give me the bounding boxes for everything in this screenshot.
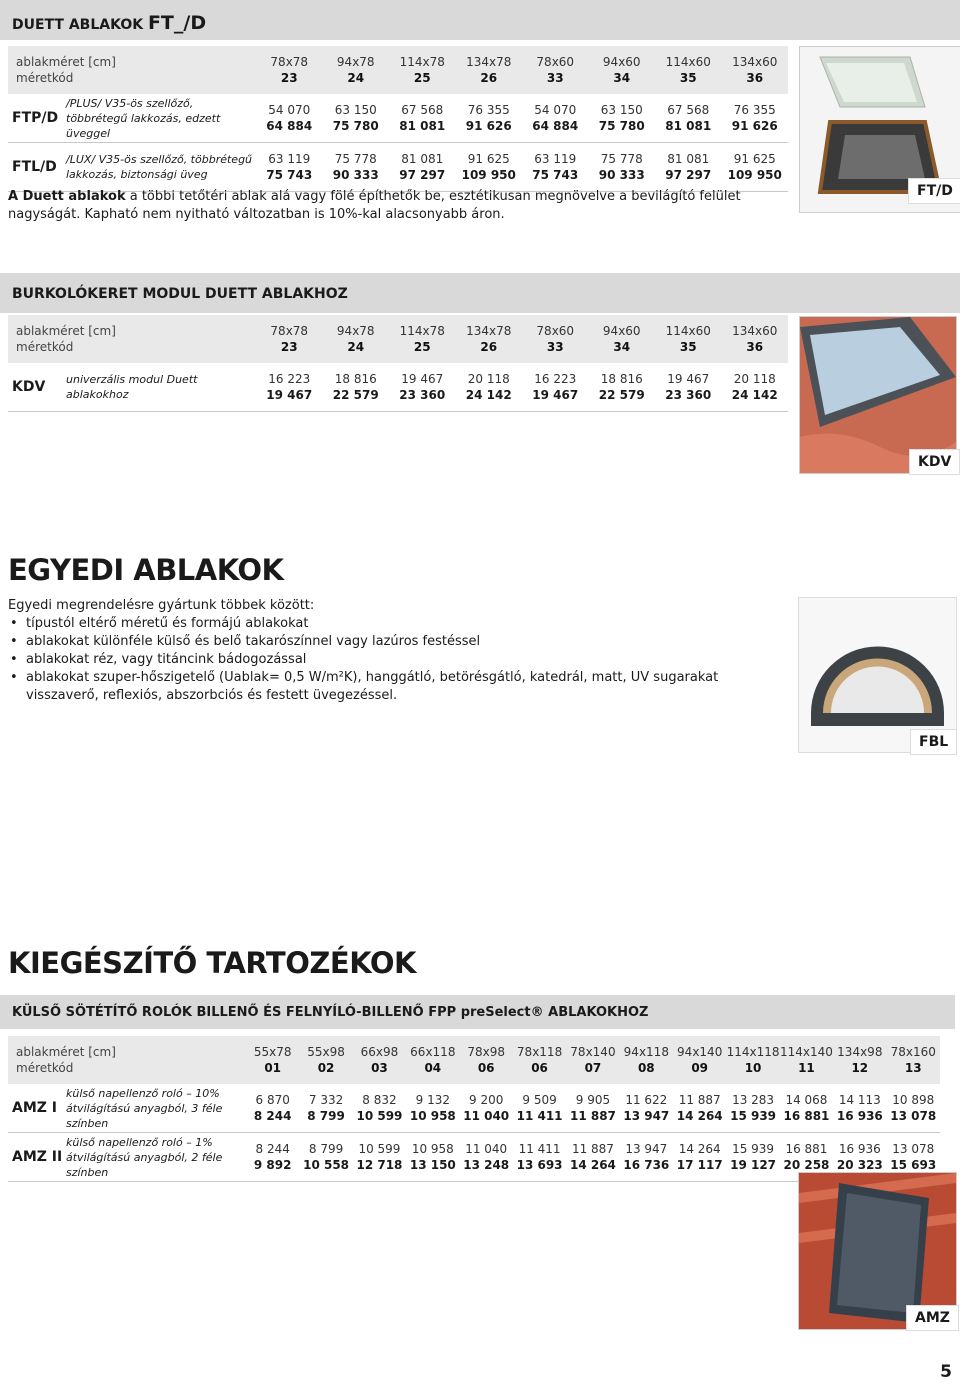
section-band-duett bbox=[0, 0, 960, 40]
price-bottom: 81 081 bbox=[399, 119, 446, 133]
price-bottom: 90 333 bbox=[598, 168, 645, 182]
band-title-a: KÜLSŐ SÖTÉTÍTŐ ROLÓK BILLENŐ ÉS FELNYÍLÓ-BILLENŐ FPP bbox=[12, 1005, 461, 1020]
price-top: 91 625 bbox=[733, 152, 776, 166]
code-value: 26 bbox=[480, 340, 498, 354]
price-bottom: 22 579 bbox=[598, 388, 645, 402]
price-cell bbox=[522, 94, 589, 143]
price-top: 11 887 bbox=[678, 1093, 721, 1107]
price-bottom: 109 950 bbox=[727, 168, 782, 182]
price-top: 6 870 bbox=[255, 1093, 290, 1107]
code-value: 25 bbox=[413, 340, 431, 354]
section-band-kdv bbox=[0, 273, 960, 313]
header-cell bbox=[655, 46, 722, 94]
price-table-kdv bbox=[8, 315, 788, 412]
price-bottom: 15 693 bbox=[890, 1158, 937, 1172]
size-value: 94x78 bbox=[336, 324, 375, 338]
price-bottom: 13 078 bbox=[890, 1109, 937, 1123]
price-bottom: 20 258 bbox=[783, 1158, 830, 1172]
code-value: 09 bbox=[691, 1061, 709, 1075]
title-prefix: DUETT ABLAKOK bbox=[12, 17, 148, 33]
price-bottom: 11 411 bbox=[516, 1109, 563, 1123]
price-top: 18 816 bbox=[334, 372, 377, 386]
price-top: 8 244 bbox=[255, 1142, 290, 1156]
price-cell bbox=[655, 94, 722, 143]
price-cell bbox=[256, 363, 323, 412]
price-top: 16 223 bbox=[534, 372, 577, 386]
code-value: 26 bbox=[480, 71, 498, 85]
price-top: 9 200 bbox=[469, 1093, 504, 1107]
price-bottom: 20 323 bbox=[836, 1158, 883, 1172]
price-cell bbox=[522, 363, 589, 412]
price-cell bbox=[323, 363, 390, 412]
price-bottom: 75 743 bbox=[532, 168, 579, 182]
price-cell bbox=[566, 1133, 619, 1182]
code-value: 34 bbox=[613, 71, 631, 85]
price-cell bbox=[726, 1084, 779, 1133]
price-cell bbox=[513, 1084, 566, 1133]
size-value: 66x98 bbox=[360, 1045, 399, 1059]
price-bottom: 14 264 bbox=[569, 1158, 616, 1172]
size-label: ablakméret [cm] bbox=[16, 1045, 116, 1059]
code-value: 24 bbox=[347, 340, 365, 354]
price-bottom: 16 736 bbox=[623, 1158, 670, 1172]
price-cell bbox=[460, 1133, 513, 1182]
size-value: 78x140 bbox=[570, 1045, 616, 1059]
header-cell bbox=[460, 1036, 513, 1084]
code-value: 08 bbox=[637, 1061, 655, 1075]
size-value: 78x160 bbox=[890, 1045, 936, 1059]
price-top: 16 936 bbox=[838, 1142, 881, 1156]
header-cell bbox=[589, 315, 656, 363]
price-top: 20 118 bbox=[733, 372, 776, 386]
product-description: /PLUS/ V35-ös szellőző, többrétegű lakkozás, edzett üveggel bbox=[66, 94, 256, 143]
page-number: 5 bbox=[940, 1362, 952, 1382]
price-bottom: 24 142 bbox=[731, 388, 778, 402]
price-bottom: 64 884 bbox=[532, 119, 579, 133]
size-label: ablakméret [cm] bbox=[16, 55, 116, 69]
code-value: 36 bbox=[746, 340, 764, 354]
price-cell bbox=[353, 1133, 406, 1182]
code-value: 02 bbox=[317, 1061, 335, 1075]
code-value: 11 bbox=[798, 1061, 815, 1075]
price-top: 63 119 bbox=[534, 152, 577, 166]
egyedi-heading: EGYEDI ABLAKOK bbox=[8, 553, 284, 587]
size-value: 134x60 bbox=[732, 324, 778, 338]
size-label: ablakméret [cm] bbox=[16, 324, 116, 338]
price-cell bbox=[353, 1084, 406, 1133]
price-bottom: 24 142 bbox=[465, 388, 512, 402]
list-item: • ablakokat réz, vagy titáncink bádogozással bbox=[8, 651, 768, 669]
price-top: 19 467 bbox=[667, 372, 710, 386]
header-cell bbox=[722, 315, 789, 363]
header-cell bbox=[620, 1036, 673, 1084]
size-value: 114x60 bbox=[665, 324, 711, 338]
price-top: 9 509 bbox=[522, 1093, 557, 1107]
table-header-row bbox=[8, 1036, 940, 1084]
price-top: 54 070 bbox=[268, 103, 311, 117]
size-value: 134x78 bbox=[466, 55, 512, 69]
description-text: a többi tetőtéri ablak alá vagy fölé építhetők be, esztétikusan megnövelve a bevilágító felület nagyságát. Kapható nem nyitható változatban is 10%-kal alacsonyabb áron. bbox=[8, 189, 741, 222]
price-bottom: 10 599 bbox=[356, 1109, 403, 1123]
price-cell bbox=[389, 94, 456, 143]
price-cell bbox=[726, 1133, 779, 1182]
price-top: 10 898 bbox=[892, 1093, 935, 1107]
price-cell bbox=[323, 94, 390, 143]
price-top: 67 568 bbox=[401, 103, 444, 117]
header-cell bbox=[655, 315, 722, 363]
price-bottom: 15 939 bbox=[730, 1109, 777, 1123]
table-header-row bbox=[8, 315, 788, 363]
price-cell bbox=[833, 1084, 886, 1133]
egyedi-bullet-list bbox=[8, 615, 768, 705]
price-bottom: 10 558 bbox=[303, 1158, 350, 1172]
price-bottom: 64 884 bbox=[266, 119, 313, 133]
price-top: 18 816 bbox=[600, 372, 643, 386]
section-title: BURKOLÓKERET MODUL DUETT ABLAKHOZ bbox=[12, 286, 348, 302]
title-code: FT_/D bbox=[147, 12, 207, 34]
size-value: 78x98 bbox=[467, 1045, 505, 1059]
price-top: 10 599 bbox=[358, 1142, 401, 1156]
code-label: méretkód bbox=[16, 1061, 74, 1075]
header-cell bbox=[722, 46, 789, 94]
size-value: 78x78 bbox=[270, 324, 309, 338]
list-item: • ablakokat szuper-hőszigetelő (Uablak= 0,5 W/m²K), hanggátló, betörésgátló, katedrál, matt, UV sugarakat visszaverő, reflexiós, abszorbciós és festett üvegezéssel. bbox=[8, 669, 768, 705]
price-top: 10 958 bbox=[411, 1142, 454, 1156]
price-bottom: 109 950 bbox=[461, 168, 516, 182]
header-cell bbox=[456, 315, 523, 363]
header-cell bbox=[673, 1036, 726, 1084]
header-cell bbox=[522, 315, 589, 363]
price-top: 11 411 bbox=[518, 1142, 561, 1156]
price-top: 11 887 bbox=[571, 1142, 614, 1156]
price-cell bbox=[673, 1084, 726, 1133]
price-top: 63 119 bbox=[268, 152, 311, 166]
size-value: 78x60 bbox=[536, 324, 575, 338]
price-cell bbox=[722, 143, 789, 192]
price-cell bbox=[655, 143, 722, 192]
code-value: 13 bbox=[904, 1061, 922, 1075]
price-cell bbox=[589, 143, 656, 192]
image-tag-kdv: KDV bbox=[909, 449, 960, 475]
code-value: 07 bbox=[584, 1061, 602, 1075]
price-top: 20 118 bbox=[467, 372, 510, 386]
header-label bbox=[8, 1036, 246, 1084]
code-value: 06 bbox=[531, 1061, 548, 1075]
price-bottom: 8 244 bbox=[253, 1109, 292, 1123]
price-cell bbox=[246, 1084, 299, 1133]
price-bottom: 11 040 bbox=[463, 1109, 510, 1123]
product-code: AMZ II bbox=[8, 1133, 66, 1182]
size-value: 114x78 bbox=[399, 324, 445, 338]
price-bottom: 81 081 bbox=[665, 119, 712, 133]
price-bottom: 75 780 bbox=[332, 119, 379, 133]
price-top: 16 881 bbox=[785, 1142, 828, 1156]
price-bottom: 11 887 bbox=[569, 1109, 616, 1123]
image-tag-amz: AMZ bbox=[906, 1305, 959, 1331]
price-top: 81 081 bbox=[401, 152, 444, 166]
price-top: 8 832 bbox=[362, 1093, 397, 1107]
price-bottom: 75 743 bbox=[266, 168, 313, 182]
size-value: 134x98 bbox=[837, 1045, 883, 1059]
header-cell bbox=[323, 315, 390, 363]
price-cell bbox=[456, 143, 523, 192]
price-cell bbox=[566, 1084, 619, 1133]
price-cell bbox=[780, 1084, 833, 1133]
price-bottom: 8 799 bbox=[307, 1109, 345, 1123]
price-cell bbox=[460, 1084, 513, 1133]
band-title-c: ® ABLAKOKHOZ bbox=[530, 1005, 649, 1020]
size-value: 66x118 bbox=[410, 1045, 456, 1059]
size-value: 134x60 bbox=[732, 55, 778, 69]
code-value: 34 bbox=[613, 340, 631, 354]
header-label bbox=[8, 46, 256, 94]
price-top: 14 068 bbox=[785, 1093, 828, 1107]
image-tag-ftd: FT/D bbox=[908, 178, 960, 204]
kiegeszito-heading: KIEGÉSZÍTŐ TARTOZÉKOK bbox=[8, 946, 416, 980]
size-value: 94x140 bbox=[677, 1045, 723, 1059]
header-cell bbox=[323, 46, 390, 94]
price-bottom: 19 467 bbox=[532, 388, 579, 402]
code-value: 04 bbox=[424, 1061, 442, 1075]
code-value: 03 bbox=[371, 1061, 388, 1075]
header-cell bbox=[513, 1036, 566, 1084]
price-bottom: 22 579 bbox=[332, 388, 379, 402]
header-cell bbox=[589, 46, 656, 94]
price-bottom: 97 297 bbox=[665, 168, 712, 182]
header-cell bbox=[780, 1036, 833, 1084]
size-value: 94x60 bbox=[602, 324, 641, 338]
price-top: 91 625 bbox=[467, 152, 510, 166]
size-value: 134x78 bbox=[466, 324, 512, 338]
size-value: 94x118 bbox=[623, 1045, 669, 1059]
list-item: • ablakokat különféle külső és belő takarószínnel vagy lazúros festéssel bbox=[8, 633, 768, 651]
price-bottom: 16 936 bbox=[836, 1109, 883, 1123]
code-value: 01 bbox=[264, 1061, 282, 1075]
product-description: külső napellenző roló – 10% átvilágítású anyagból, 3 féle színben bbox=[66, 1084, 246, 1133]
price-bottom: 91 626 bbox=[465, 119, 512, 133]
header-cell bbox=[256, 46, 323, 94]
size-value: 78x78 bbox=[270, 55, 309, 69]
list-item: • típustól eltérő méretű és formájú ablakokat bbox=[8, 615, 768, 633]
price-cell bbox=[323, 143, 390, 192]
price-top: 9 132 bbox=[415, 1093, 450, 1107]
price-cell bbox=[389, 363, 456, 412]
price-top: 14 264 bbox=[678, 1142, 721, 1156]
price-bottom: 13 248 bbox=[463, 1158, 510, 1172]
price-cell bbox=[513, 1133, 566, 1182]
code-value: 10 bbox=[744, 1061, 762, 1075]
price-cell bbox=[722, 363, 789, 412]
product-description: /LUX/ V35-ös szellőző, többrétegű lakkozás, biztonsági üveg bbox=[66, 143, 256, 192]
code-value: 35 bbox=[679, 340, 697, 354]
table-row bbox=[8, 94, 788, 143]
code-label: méretkód bbox=[16, 340, 74, 354]
price-cell bbox=[299, 1133, 352, 1182]
size-value: 114x78 bbox=[399, 55, 445, 69]
price-top: 9 905 bbox=[575, 1093, 611, 1107]
price-cell bbox=[673, 1133, 726, 1182]
table-row bbox=[8, 363, 788, 412]
code-value: 24 bbox=[347, 71, 365, 85]
price-bottom: 75 780 bbox=[598, 119, 645, 133]
size-value: 78x60 bbox=[536, 55, 575, 69]
price-bottom: 17 117 bbox=[676, 1158, 723, 1172]
price-cell bbox=[589, 94, 656, 143]
size-value: 114x60 bbox=[665, 55, 711, 69]
price-cell bbox=[406, 1133, 459, 1182]
price-cell bbox=[722, 94, 789, 143]
code-value: 23 bbox=[280, 340, 298, 354]
price-bottom: 19 127 bbox=[730, 1158, 777, 1172]
header-cell bbox=[726, 1036, 779, 1084]
price-table-amz bbox=[8, 1036, 940, 1182]
price-top: 11 040 bbox=[465, 1142, 508, 1156]
product-code: FTP/D bbox=[8, 94, 66, 143]
price-bottom: 13 947 bbox=[623, 1109, 670, 1123]
image-tag-fbl: FBL bbox=[910, 729, 957, 755]
product-description: univerzális modul Duett ablakokhoz bbox=[66, 363, 256, 412]
price-bottom: 14 264 bbox=[676, 1109, 723, 1123]
header-cell bbox=[456, 46, 523, 94]
price-bottom: 23 360 bbox=[665, 388, 712, 402]
price-cell bbox=[256, 143, 323, 192]
price-top: 67 568 bbox=[667, 103, 710, 117]
header-cell bbox=[389, 46, 456, 94]
price-top: 63 150 bbox=[600, 103, 643, 117]
header-cell bbox=[406, 1036, 459, 1084]
code-value: 12 bbox=[851, 1061, 869, 1075]
product-code: FTL/D bbox=[8, 143, 66, 192]
price-bottom: 91 626 bbox=[731, 119, 778, 133]
section-band-amz bbox=[0, 995, 955, 1029]
size-value: 55x98 bbox=[307, 1045, 345, 1059]
size-value: 94x78 bbox=[336, 55, 375, 69]
egyedi-intro: Egyedi megrendelésre gyártunk többek között: bbox=[8, 598, 315, 613]
size-value: 114x118 bbox=[726, 1045, 780, 1059]
code-value: 06 bbox=[477, 1061, 495, 1075]
header-cell bbox=[299, 1036, 352, 1084]
table-header-row bbox=[8, 46, 788, 94]
price-bottom: 13 150 bbox=[409, 1158, 456, 1172]
price-cell bbox=[456, 363, 523, 412]
price-cell bbox=[406, 1084, 459, 1133]
price-bottom: 13 693 bbox=[516, 1158, 563, 1172]
header-cell bbox=[566, 1036, 619, 1084]
header-cell bbox=[833, 1036, 886, 1084]
price-bottom: 19 467 bbox=[266, 388, 313, 402]
price-cell bbox=[389, 143, 456, 192]
price-bottom: 16 881 bbox=[783, 1109, 830, 1123]
duett-description bbox=[8, 188, 798, 224]
price-top: 13 947 bbox=[625, 1142, 668, 1156]
size-value: 78x118 bbox=[516, 1045, 563, 1059]
code-value: 35 bbox=[679, 71, 697, 85]
code-value: 25 bbox=[413, 71, 431, 85]
price-cell bbox=[299, 1084, 352, 1133]
price-top: 76 355 bbox=[467, 103, 510, 117]
price-top: 7 332 bbox=[308, 1093, 344, 1107]
price-bottom: 97 297 bbox=[399, 168, 446, 182]
header-label bbox=[8, 315, 256, 363]
code-value: 33 bbox=[546, 71, 564, 85]
price-cell bbox=[589, 363, 656, 412]
price-top: 13 078 bbox=[892, 1142, 935, 1156]
price-cell bbox=[655, 363, 722, 412]
price-top: 81 081 bbox=[667, 152, 710, 166]
header-cell bbox=[246, 1036, 299, 1084]
price-table-duett bbox=[8, 46, 788, 192]
code-value: 36 bbox=[746, 71, 764, 85]
price-bottom: 10 958 bbox=[409, 1109, 456, 1123]
price-cell bbox=[887, 1084, 941, 1133]
price-top: 75 778 bbox=[334, 152, 377, 166]
price-cell bbox=[256, 94, 323, 143]
header-cell bbox=[887, 1036, 941, 1084]
table-row bbox=[8, 1084, 940, 1133]
header-cell bbox=[522, 46, 589, 94]
header-cell bbox=[256, 315, 323, 363]
price-cell bbox=[620, 1084, 673, 1133]
price-bottom: 23 360 bbox=[399, 388, 446, 402]
size-value: 114x140 bbox=[779, 1045, 833, 1059]
price-top: 75 778 bbox=[600, 152, 643, 166]
product-description: külső napellenző roló – 1% átvilágítású anyagból, 2 féle színben bbox=[66, 1133, 246, 1182]
section-title bbox=[12, 1005, 648, 1020]
price-top: 76 355 bbox=[733, 103, 776, 117]
header-cell bbox=[353, 1036, 406, 1084]
price-top: 8 799 bbox=[308, 1142, 344, 1156]
size-value: 55x78 bbox=[253, 1045, 292, 1059]
price-top: 14 113 bbox=[838, 1093, 881, 1107]
price-bottom: 90 333 bbox=[332, 168, 379, 182]
product-code: KDV bbox=[8, 363, 66, 412]
price-bottom: 9 892 bbox=[253, 1158, 292, 1172]
price-cell bbox=[246, 1133, 299, 1182]
product-code: AMZ I bbox=[8, 1084, 66, 1133]
size-value: 94x60 bbox=[602, 55, 641, 69]
header-cell bbox=[389, 315, 456, 363]
code-value: 23 bbox=[280, 71, 298, 85]
price-top: 15 939 bbox=[732, 1142, 775, 1156]
band-title-preselect: preSelect bbox=[460, 1005, 531, 1020]
price-cell bbox=[456, 94, 523, 143]
price-top: 19 467 bbox=[401, 372, 444, 386]
price-cell bbox=[522, 143, 589, 192]
price-top: 11 622 bbox=[625, 1093, 668, 1107]
price-bottom: 12 718 bbox=[356, 1158, 403, 1172]
code-value: 33 bbox=[546, 340, 564, 354]
price-top: 13 283 bbox=[732, 1093, 775, 1107]
price-cell bbox=[620, 1133, 673, 1182]
description-bold: A Duett ablakok bbox=[8, 189, 126, 204]
price-top: 16 223 bbox=[268, 372, 311, 386]
price-top: 63 150 bbox=[334, 103, 377, 117]
price-top: 54 070 bbox=[534, 103, 577, 117]
table-row bbox=[8, 143, 788, 192]
code-label: méretkód bbox=[16, 71, 74, 85]
section-title bbox=[12, 12, 206, 34]
